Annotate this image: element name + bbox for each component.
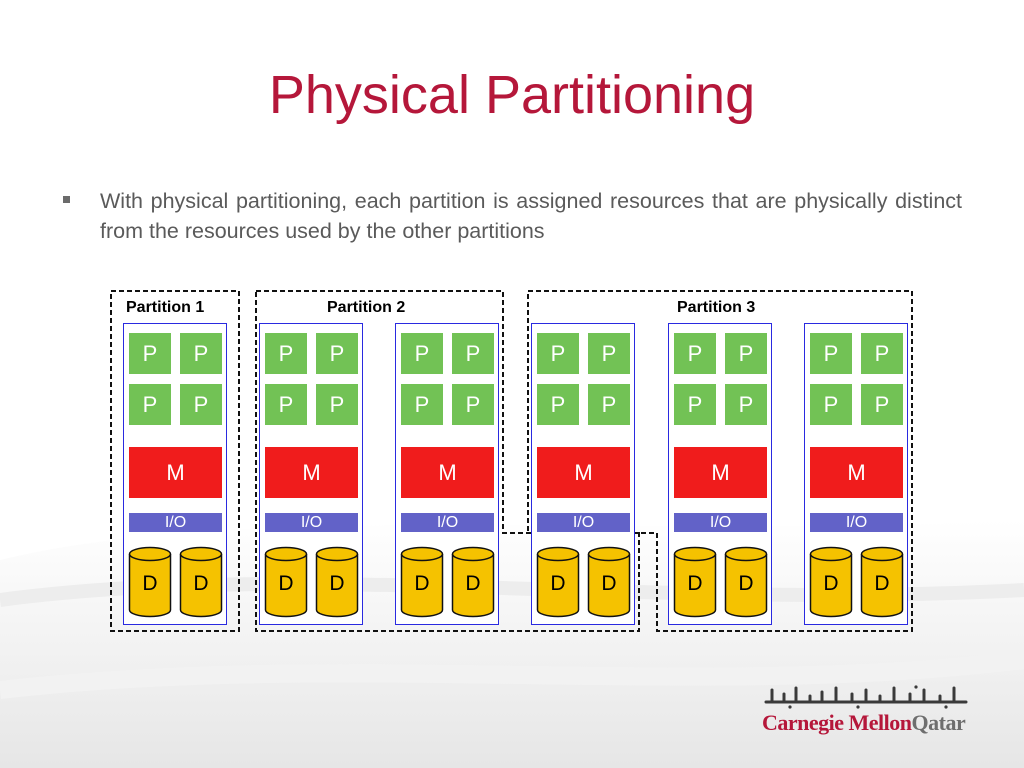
node-2 <box>259 323 363 625</box>
cmu-qatar-english-logo <box>762 710 965 736</box>
logo-suffix-text: Qatar <box>911 710 966 735</box>
processor-box: P <box>265 384 307 425</box>
processor-box: P <box>180 384 222 425</box>
io-box: I/O <box>265 513 358 532</box>
processor-box: P <box>316 384 358 425</box>
processor-box: P <box>810 333 852 374</box>
disk-label: D <box>550 572 566 595</box>
io-box: I/O <box>129 513 222 532</box>
disk-icon <box>724 546 768 618</box>
node-3 <box>395 323 499 625</box>
processor-box: P <box>861 333 903 374</box>
processor-box: P <box>588 333 630 374</box>
processor-box: P <box>316 333 358 374</box>
disk-icon <box>400 546 444 618</box>
disk-label: D <box>687 572 703 595</box>
disk-label: D <box>278 572 294 595</box>
memory-box: M <box>265 447 358 498</box>
slide-title: Physical Partitioning <box>268 65 756 125</box>
cmu-qatar-arabic-logo <box>762 684 972 710</box>
processor-box: P <box>537 333 579 374</box>
disk-label: D <box>414 572 430 595</box>
io-box: I/O <box>537 513 630 532</box>
disk-icon <box>315 546 359 618</box>
processor-box: P <box>452 384 494 425</box>
memory-box: M <box>129 447 222 498</box>
partition-2-label: Partition 2 <box>327 299 406 316</box>
processor-box: P <box>810 384 852 425</box>
node-6 <box>804 323 908 625</box>
disk-label: D <box>823 572 839 595</box>
disk-label: D <box>465 572 481 595</box>
disk-icon <box>673 546 717 618</box>
logo-main-text: Carnegie Mellon <box>762 710 912 735</box>
io-box: I/O <box>401 513 494 532</box>
disk-label: D <box>874 572 890 595</box>
node-1 <box>123 323 227 625</box>
processor-box: P <box>180 333 222 374</box>
disk-label: D <box>601 572 617 595</box>
processor-box: P <box>725 384 767 425</box>
disk-icon <box>536 546 580 618</box>
memory-box: M <box>674 447 767 498</box>
processor-box: P <box>129 384 171 425</box>
processor-box: P <box>129 333 171 374</box>
disk-icon <box>451 546 495 618</box>
io-box: I/O <box>810 513 903 532</box>
disk-icon <box>809 546 853 618</box>
processor-box: P <box>401 384 443 425</box>
disk-icon <box>264 546 308 618</box>
disk-label: D <box>738 572 754 595</box>
processor-box: P <box>725 333 767 374</box>
disk-label: D <box>329 572 345 595</box>
disk-icon <box>179 546 223 618</box>
processor-box: P <box>265 333 307 374</box>
io-box: I/O <box>674 513 767 532</box>
memory-box: M <box>401 447 494 498</box>
disk-label: D <box>193 572 209 595</box>
processor-box: P <box>401 333 443 374</box>
processor-box: P <box>861 384 903 425</box>
processor-box: P <box>537 384 579 425</box>
bullet-text: With physical partitioning, each partition is assigned resources that are physically distinct from the resources used by the other partitions <box>100 189 962 243</box>
memory-box: M <box>537 447 630 498</box>
processor-box: P <box>588 384 630 425</box>
node-5 <box>668 323 772 625</box>
processor-box: P <box>452 333 494 374</box>
partition-1-label: Partition 1 <box>126 299 205 316</box>
partition-3-label: Partition 3 <box>677 299 756 316</box>
disk-icon <box>128 546 172 618</box>
memory-box: M <box>810 447 903 498</box>
node-4 <box>531 323 635 625</box>
disk-label: D <box>142 572 158 595</box>
disk-icon <box>860 546 904 618</box>
processor-box: P <box>674 384 716 425</box>
disk-icon <box>587 546 631 618</box>
processor-box: P <box>674 333 716 374</box>
